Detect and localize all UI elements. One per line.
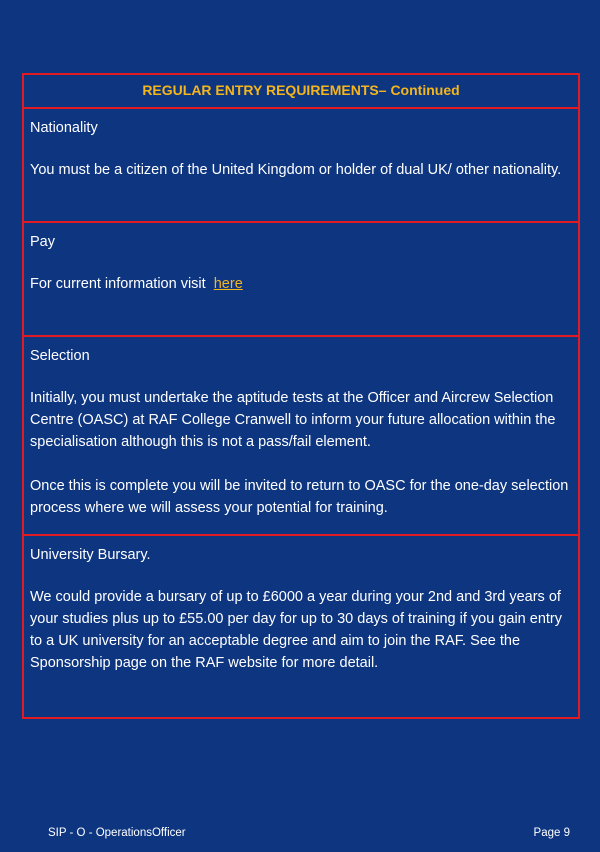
footer-page-number: Page 9 — [533, 827, 570, 839]
bursary-text: We could provide a bursary of up to £6000 a year during your 2nd and 3rd years of your studies plus up to £55.00 per day for up to 30 days of training if you gain entry to a UK university for an acceptable degree and aim to join the RAF. See the Sponsorship page on the RAF website for more detail. — [30, 589, 562, 671]
section-title-selection: Selection — [30, 348, 90, 364]
section-university-bursary — [24, 536, 578, 717]
table-header: REGULAR ENTRY REQUIREMENTS– Continued — [24, 75, 578, 109]
selection-paragraph-1: Initially, you must undertake the aptitude tests at the Officer and Aircrew Selection Centre (OASC) at RAF College Cranwell to inform your future allocation within the specialisation although this is not a pass/fail element. — [30, 390, 556, 450]
section-pay — [24, 223, 578, 337]
section-title-bursary: University Bursary. — [30, 547, 151, 563]
pay-text-line — [30, 273, 572, 295]
selection-paragraph-2: Once this is complete you will be invited to return to OASC for the one-day selection process where we will assess your potential for training. — [30, 478, 569, 516]
section-title-nationality: Nationality — [30, 120, 98, 136]
requirements-table — [22, 73, 580, 719]
pay-here-link[interactable]: here — [213, 276, 243, 292]
nationality-text: You must be a citizen of the United Kingdom or holder of dual UK/ other nationality. — [30, 162, 562, 178]
pay-text: For current information visit — [30, 276, 206, 292]
section-selection — [24, 337, 578, 536]
section-title-pay: Pay — [30, 234, 55, 250]
section-nationality — [24, 109, 578, 223]
footer-document-id: SIP - O - OperationsOfficer — [48, 827, 186, 839]
